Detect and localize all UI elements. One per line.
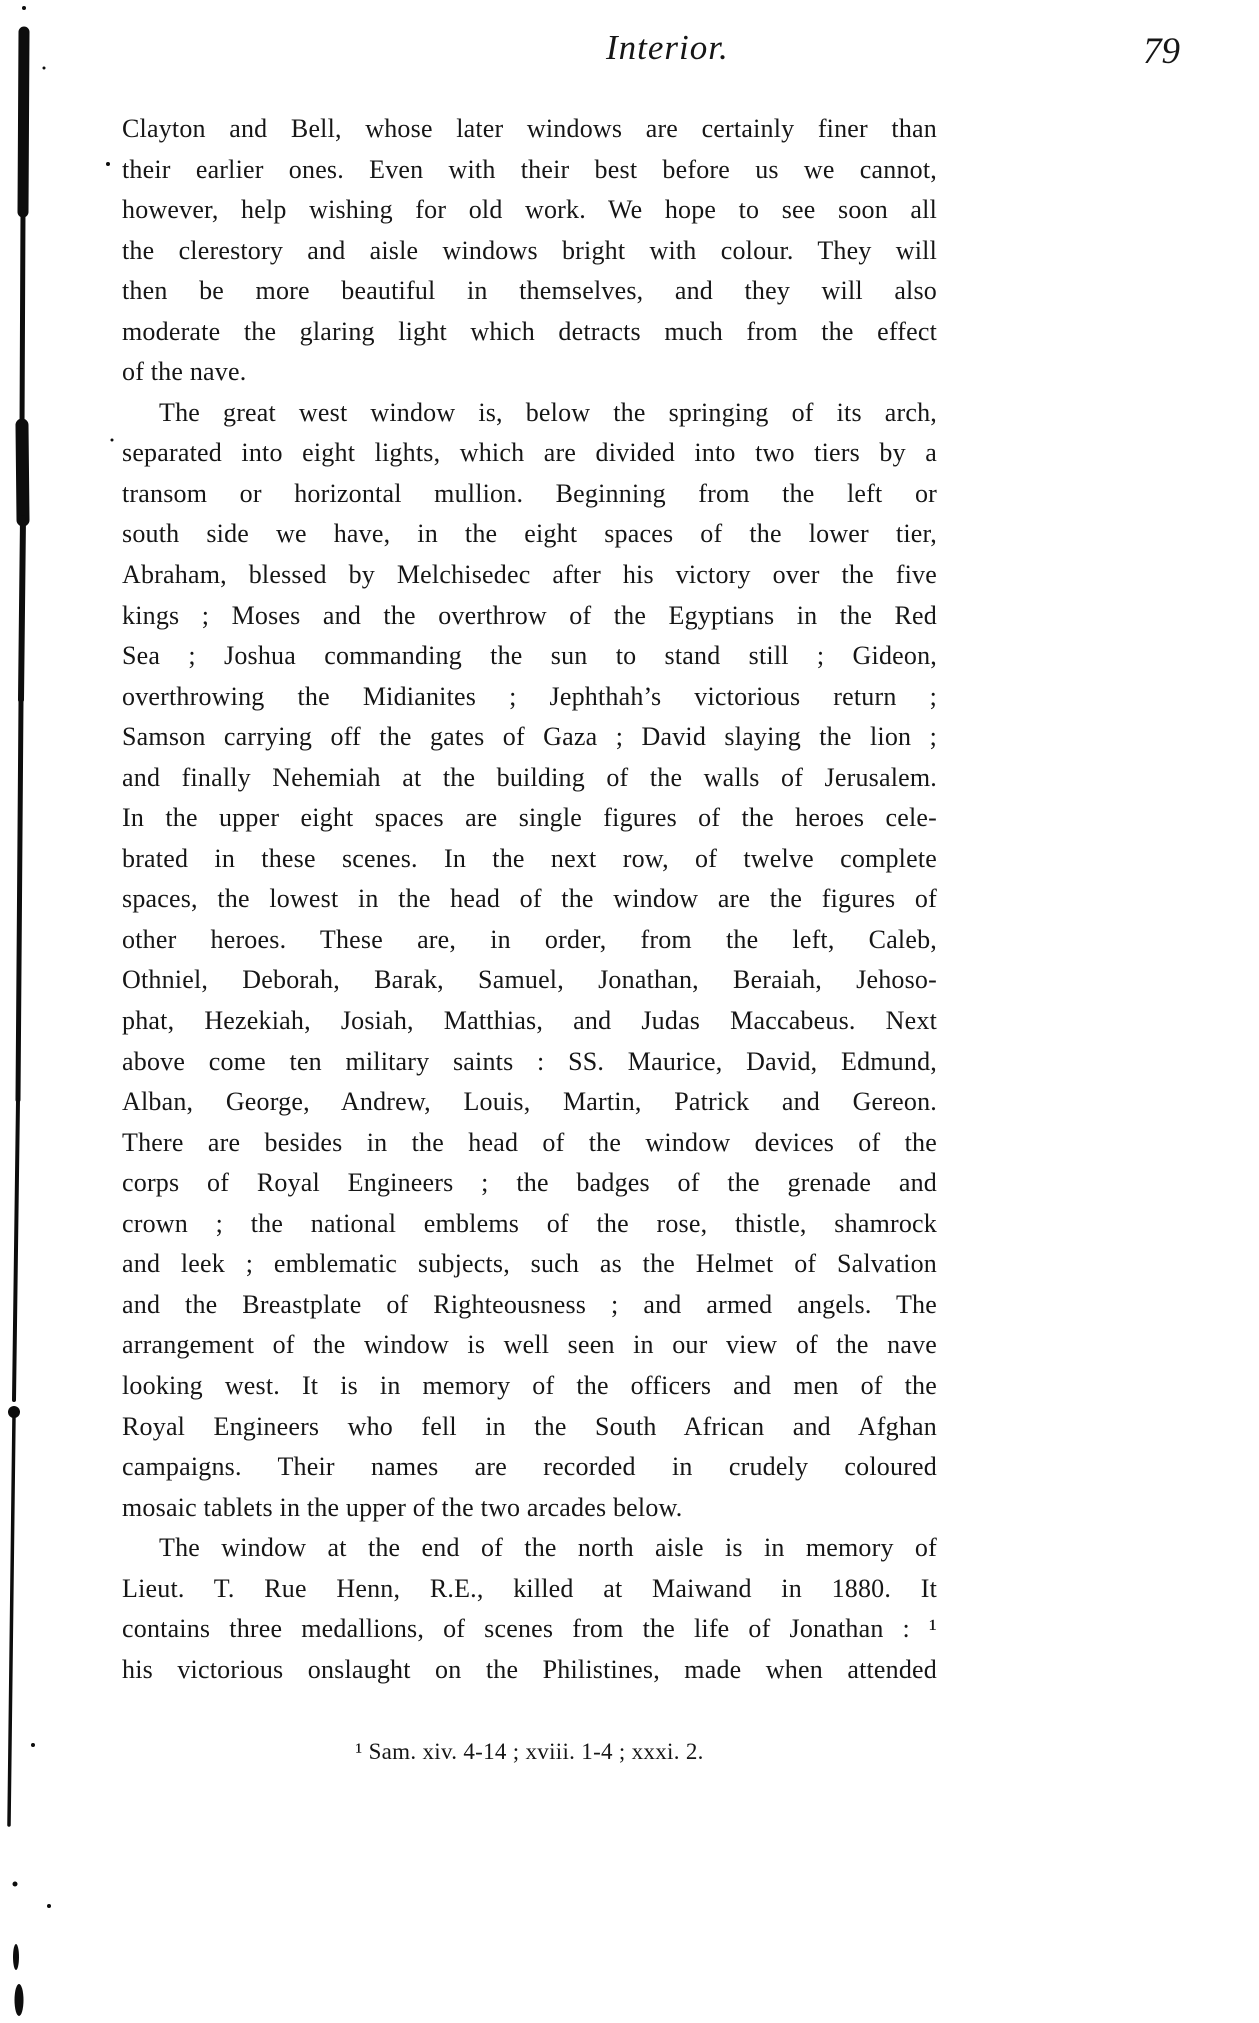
text-line: spaces, the lowest in the head of the window are the figures of [122,884,937,914]
text-line: arrangement of the window is well seen in our view of the nave [122,1330,937,1360]
text-line: crown ; the national emblems of the rose, thistle, shamrock [122,1208,937,1238]
text-line: their earlier ones. Even with their best before us we cannot, [122,154,937,184]
text-line: and leek ; emblematic subjects, such as the Helmet of Salvation [122,1249,937,1279]
text-line: contains three medallions, of scenes from the life of Jonathan : ¹ [122,1614,937,1644]
text-line: Othniel, Deborah, Barak, Samuel, Jonathan, Beraiah, Jehoso- [122,965,937,995]
text-line: transom or horizontal mullion. Beginning from the left or [122,478,937,508]
body-text [122,109,937,1690]
text-line: The great west window is, below the springing of its arch, [159,397,937,427]
text-line: Lieut. T. Rue Henn, R.E., killed at Maiwand in 1880. It [122,1573,937,1603]
text-line: overthrowing the Midianites ; Jephthah’s victorious return ; [122,681,937,711]
text-line: Clayton and Bell, whose later windows are certainly finer than [122,114,937,143]
text-line: other heroes. These are, in order, from the left, Caleb, [122,924,937,954]
text-line: of the nave. [122,357,247,387]
text-line: his victorious onslaught on the Philistines, made when attended [122,1654,937,1684]
text-line: phat, Hezekiah, Josiah, Matthias, and Judas Maccabeus. Next [122,1006,937,1036]
text-line: Samson carrying off the gates of Gaza ; David slaying the lion ; [122,722,937,752]
text-line: moderate the glaring light which detracts much from the effect [122,316,937,346]
text-line: Sea ; Joshua commanding the sun to stand still ; Gideon, [122,641,937,671]
text-line: campaigns. Their names are recorded in crudely coloured [122,1452,937,1482]
text-line: Alban, George, Andrew, Louis, Martin, Patrick and Gereon. [122,1087,937,1117]
text-line: above come ten military saints : SS. Maurice, David, Edmund, [122,1046,937,1076]
text-line: then be more beautiful in themselves, and they will also [122,276,937,306]
text-line: separated into eight lights, which are divided into two tiers by a [122,438,937,468]
text-line: Abraham, blessed by Melchisedec after his victory over the five [122,560,937,590]
text-line: and the Breastplate of Righteousness ; and armed angels. The [122,1289,937,1319]
page-number: 79 [1143,31,1180,72]
text-line: Royal Engineers who fell in the South African and Afghan [122,1411,937,1441]
text-line: The window at the end of the north aisle is in memory of [159,1533,937,1563]
text-line: looking west. It is in memory of the officers and men of the [122,1370,937,1400]
text-line: brated in these scenes. In the next row, of twelve complete [122,843,937,873]
text-line: corps of Royal Engineers ; the badges of the grenade and [122,1168,937,1198]
text-line: however, help wishing for old work. We hope to see soon all [122,195,937,225]
text-line: the clerestory and aisle windows bright with colour. They will [122,235,937,265]
text-line: south side we have, in the eight spaces of the lower tier, [122,519,937,549]
text-line: In the upper eight spaces are single figures of the heroes cele- [122,803,937,833]
text-line: and finally Nehemiah at the building of the walls of Jerusalem. [122,762,937,792]
text-line: kings ; Moses and the overthrow of the Egyptians in the Red [122,600,937,630]
running-header-title: Interior. [606,28,729,67]
text-line: mosaic tablets in the upper of the two arcades below. [122,1492,683,1522]
text-line: There are besides in the head of the window devices of the [122,1127,937,1157]
footnote: ¹ Sam. xiv. 4-14 ; xviii. 1-4 ; xxxi. 2. [355,1739,704,1764]
